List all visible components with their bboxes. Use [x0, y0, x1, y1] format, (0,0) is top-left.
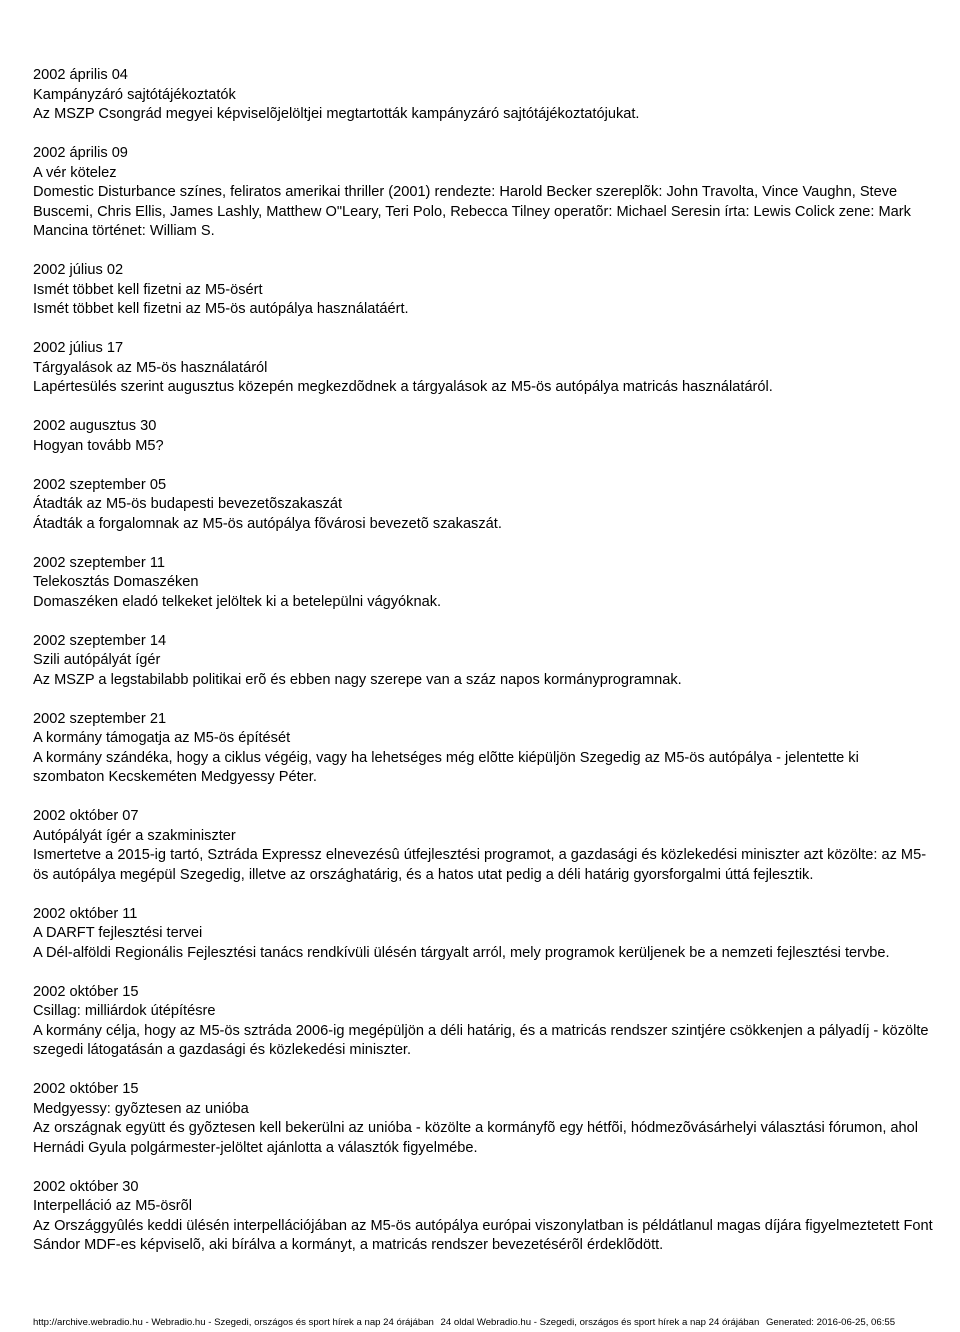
entry-body: Domestic Disturbance színes, feliratos amerikai thriller (2001) rendezte: Harold Becker szereplõk: John Travolta, Vince Vaughn, Steve Buscemi, Chris Ellis, James Lashly, Matthew O"Leary, Teri Polo, Rebecca Tilney operatõr: Michael Seresin írta: Lewis Colick zene: Mark Mancina történet: William S. [33, 184, 911, 239]
entry-date: 2002 szeptember 11 [33, 554, 165, 571]
entry-date: 2002 szeptember 05 [33, 476, 167, 493]
entry-title: Csillag: milliárdok útépítésre [33, 1003, 216, 1019]
entry-title: Szili autópályát ígér [33, 652, 161, 668]
entry-body: Ismertetve a 2015-ig tartó, Sztráda Expressz elnevezésû útfejlesztési programot, a gazdasági és közlekedési miniszter azt közölte: az M5-ös autópálya megépül Szegedig, illetve az országhatárig, és a hatos utat pedig a déli határig gyorsforgalmi úttá fejlesztik. [33, 847, 927, 883]
entry-body: Átadták a forgalomnak az M5-ös autópálya fõvárosi bevezetõ szakaszát. [33, 515, 502, 532]
news-entry [33, 1178, 933, 1256]
news-entry [33, 983, 933, 1061]
news-entry [33, 632, 933, 691]
news-entry [33, 554, 933, 613]
entry-title: Interpelláció az M5-ösrõl [33, 1198, 192, 1214]
news-entry [33, 144, 933, 242]
entry-date: 2002 szeptember 21 [33, 710, 167, 727]
entry-date: 2002 július 17 [33, 340, 124, 356]
news-entry [33, 1080, 933, 1158]
news-entry [33, 261, 933, 320]
entry-body: Az országnak együtt és gyõztesen kell bekerülni az unióba - közölte a kormányfõ egy hétfõi, hódmezõvásárhelyi választási fórumon, ahol Hernádi Gyula polgármester-jelöltet ajánlotta a választók figyelmébe. [33, 1120, 919, 1156]
entry-title: Ismét többet kell fizetni az M5-ösért [33, 281, 263, 298]
entry-title: Autópályát ígér a szakminiszter [33, 827, 236, 844]
entry-date: 2002 október 15 [33, 983, 139, 1000]
entry-body: Az MSZP a legstabilabb politikai erõ és ebben nagy szerepe van a száz napos kormányprogramnak. [33, 671, 682, 688]
footer-url: http://archive.webradio.hu - Webradio.hu - Szegedi, országos és sport hírek a nap 24 órájában [33, 1317, 434, 1328]
entry-date: 2002 augusztus 30 [33, 418, 157, 434]
footer-generated: Generated: 2016-06-25, 06:55 [765, 1317, 896, 1328]
news-entry [33, 339, 933, 398]
entry-title: A DARFT fejlesztési tervei [33, 925, 203, 941]
entry-date: 2002 október 15 [33, 1081, 139, 1097]
news-entry [33, 417, 933, 456]
entry-body: Lapértesülés szerint augusztus közepén megkezdõdnek a tárgyalások az M5-ös autópálya matricás használatáról. [33, 379, 773, 395]
entry-date: 2002 október 07 [33, 808, 139, 824]
entry-date: 2002 október 11 [33, 905, 138, 922]
news-entry [33, 66, 933, 125]
entry-title: Medgyessy: gyõztesen az unióba [33, 1100, 249, 1117]
entry-body: A Dél-alföldi Regionális Fejlesztési tanács rendkívüli ülésén tárgyalt arról, mely programok kerüljenek be a nemzeti fejlesztési tervbe. [33, 944, 890, 961]
entry-title: Tárgyalások az M5-ös használatáról [33, 359, 268, 376]
news-entry [33, 807, 933, 885]
news-entry [33, 476, 933, 535]
entry-body: A kormány szándéka, hogy a ciklus végéig, vagy ha lehetséges még elõtte kiépüljön Szegedig az M5-ös autópálya - jelentette ki szombaton Kecskeméten Medgyessy Péter. [33, 749, 859, 785]
entry-body: Az Országgyûlés keddi ülésén interpellációjában az M5-ös autópálya európai viszonylatban is példátlanul magas díjára figyelmeztetett Font Sándor MDF-es képviselõ, aki bírálva a kormányt, a matricás rendszer bevezetésérõl érdeklõdött. [33, 1217, 933, 1253]
entry-date: 2002 október 30 [33, 1178, 139, 1195]
entry-body: Ismét többet kell fizetni az M5-ös autópálya használatáért. [33, 301, 409, 317]
entry-date: 2002 szeptember 14 [33, 632, 167, 649]
entry-body: A kormány célja, hogy az M5-ös sztráda 2006-ig megépüljön a déli határig, és a matricás rendszer szintjére csökkenjen a pályadíj - közölte szegedi látogatásán a gazdasági és közlekedési miniszter. [33, 1022, 929, 1058]
entry-date: 2002 július 02 [33, 262, 124, 278]
entry-title: Átadták az M5-ös budapesti bevezetõszakaszát [33, 496, 343, 512]
entry-date: 2002 április 09 [33, 145, 128, 161]
entry-title: A kormány támogatja az M5-ös építését [33, 730, 291, 746]
entry-body: Domaszéken eladó telkeket jelöltek ki a betelepülni vágyóknak. [33, 593, 442, 610]
news-list [33, 66, 933, 1275]
entry-title: Telekosztás Domaszéken [33, 574, 199, 590]
footer-page: 24 oldal Webradio.hu - Szegedi, országos és sport hírek a nap 24 órájában [440, 1317, 760, 1328]
entry-title: A vér kötelez [33, 164, 117, 181]
entry-title: Kampányzáró sajtótájékoztatók [33, 86, 236, 103]
news-entry [33, 905, 933, 964]
page-footer [33, 1317, 933, 1329]
entry-title: Hogyan tovább M5? [33, 437, 164, 454]
entry-body: Az MSZP Csongrád megyei képviselõjelöltjei megtartották kampányzáró sajtótájékoztatójukat. [33, 106, 640, 122]
entry-date: 2002 április 04 [33, 67, 128, 83]
news-entry [33, 710, 933, 788]
